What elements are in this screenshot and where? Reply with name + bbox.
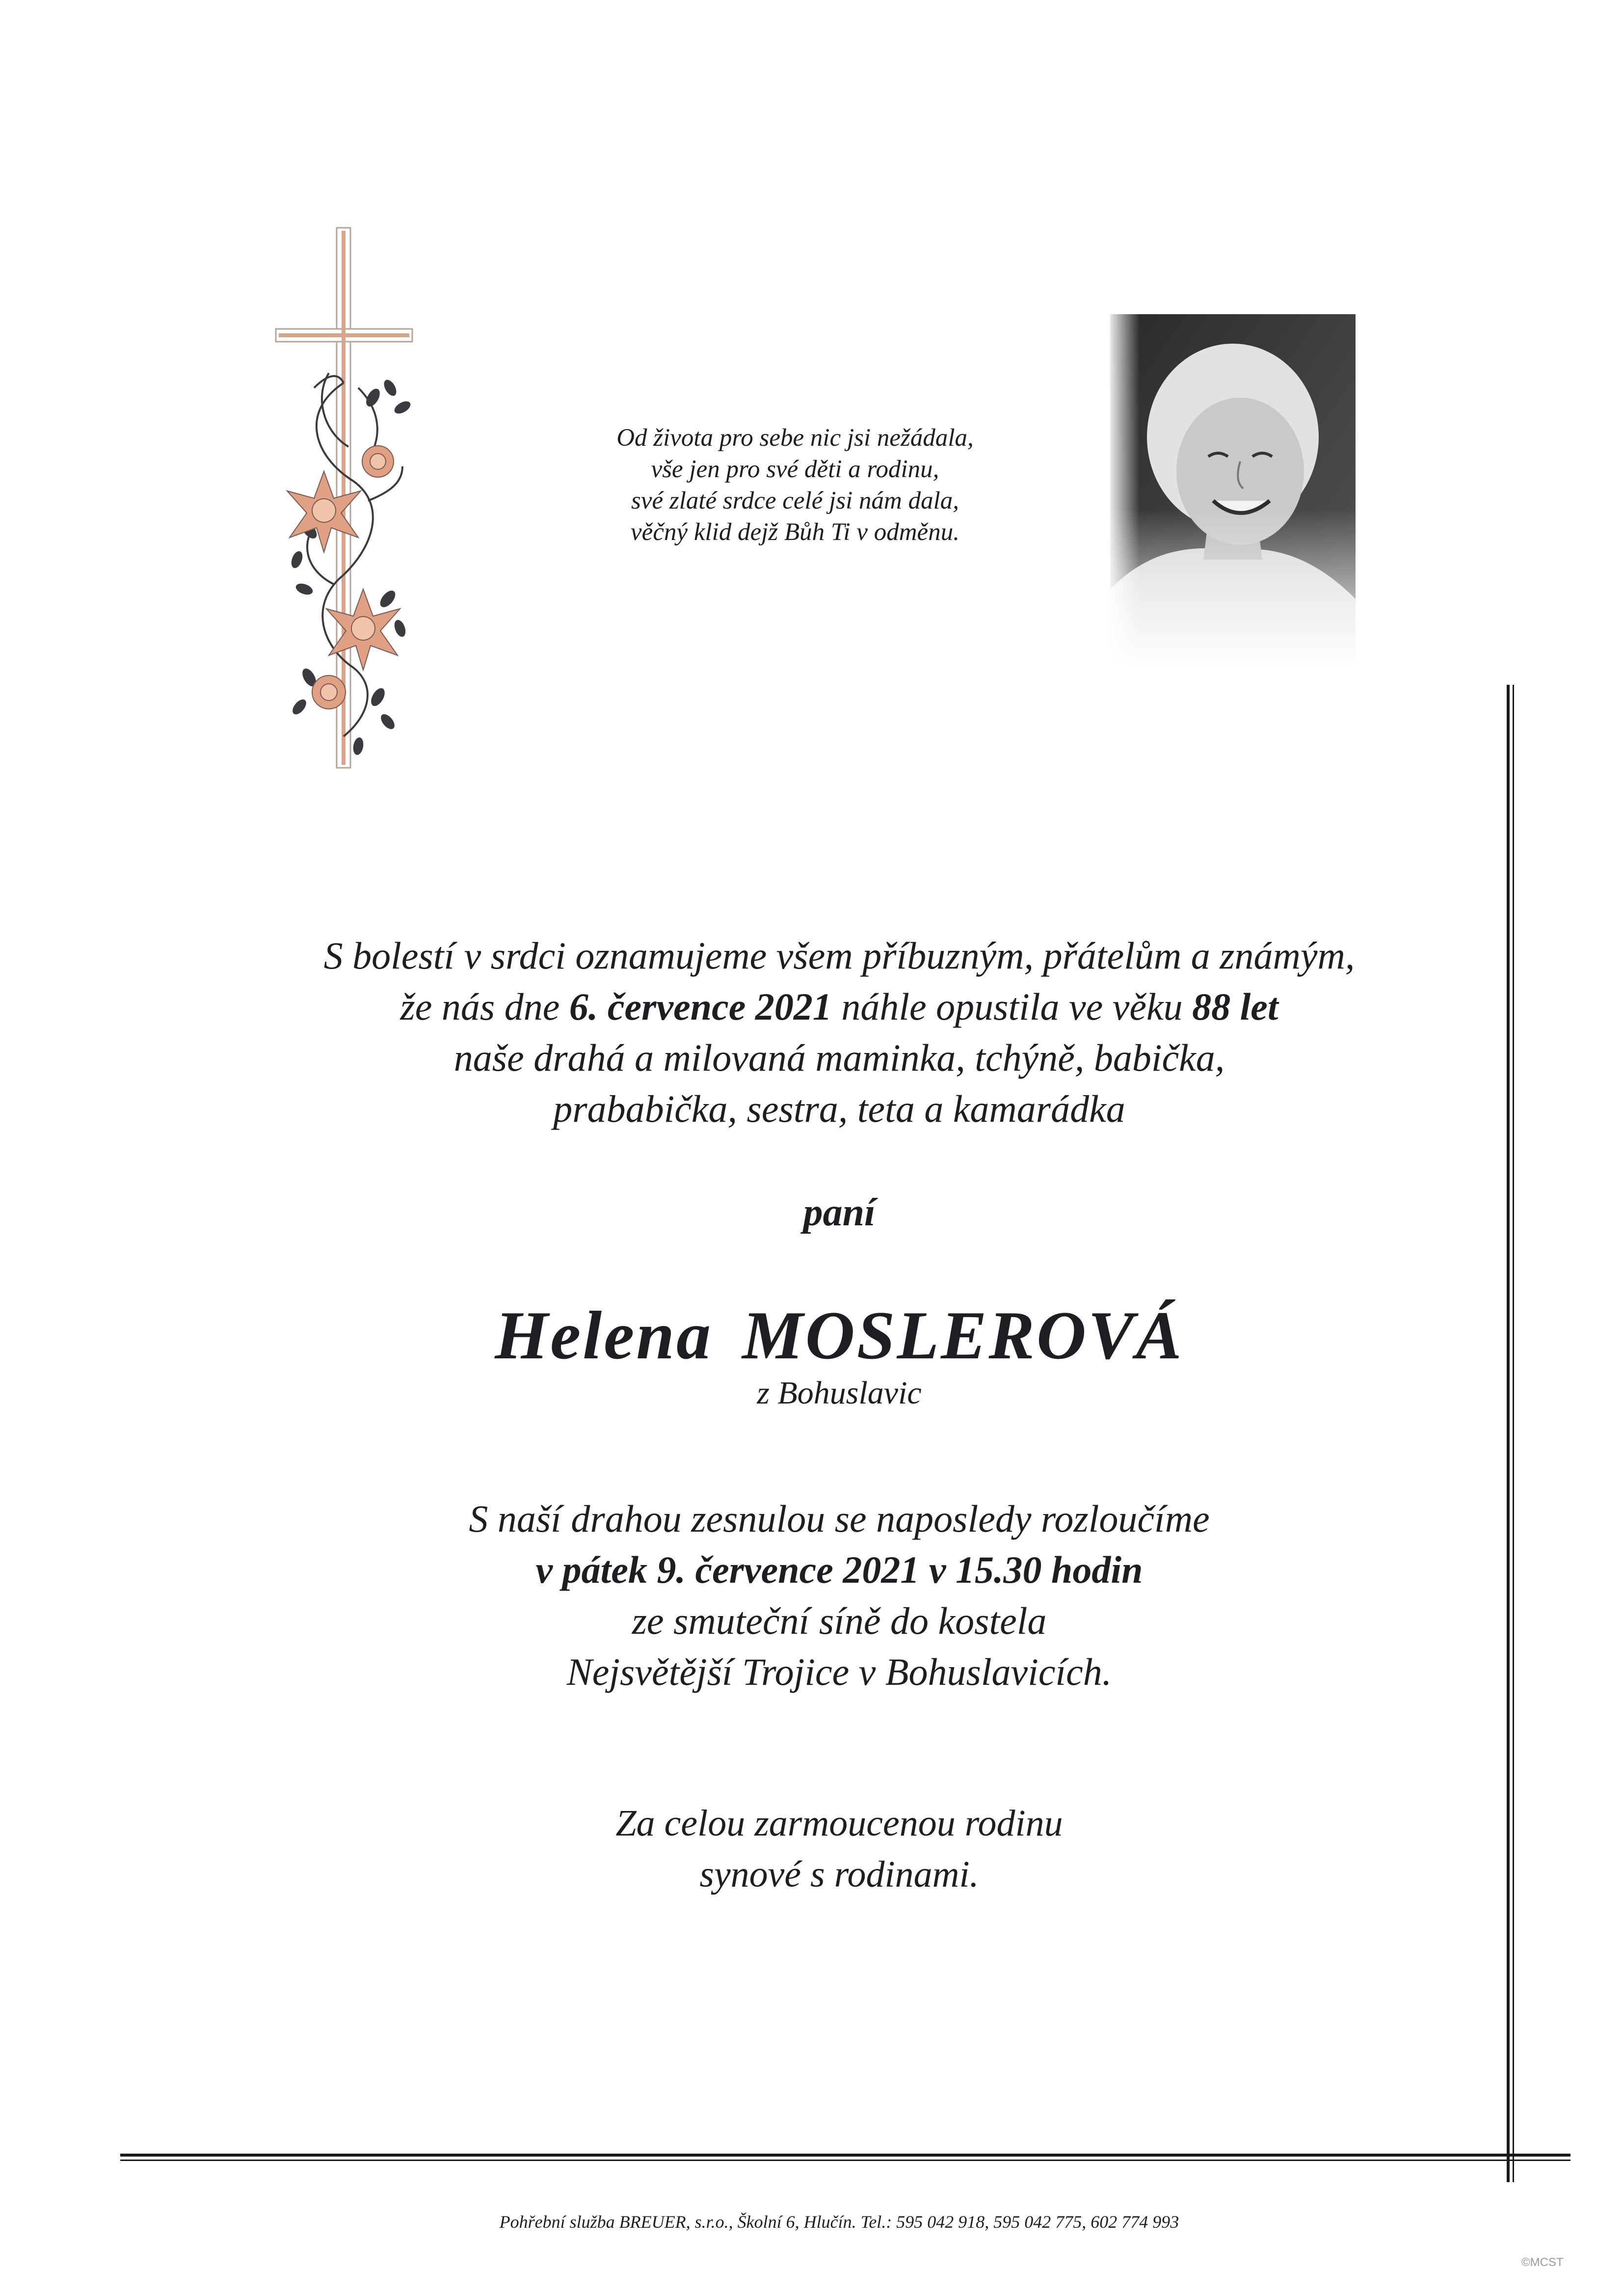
verse-line: Od života pro sebe nic jsi nežádala,: [616, 424, 974, 452]
announcement-text: náhle opustila ve věku: [831, 985, 1193, 1028]
farewell-line: Nejsvětější Trojice v Bohuslavicích.: [566, 1650, 1112, 1693]
announcement-line: naše drahá a milovaná maminka, tchýně, babička,: [453, 1036, 1225, 1079]
verse-line: vše jen pro své děti a rodinu,: [651, 456, 939, 483]
signature-line: Za celou zarmoucenou rodinu: [615, 1803, 1063, 1844]
signature-line: synové s rodinami.: [699, 1854, 979, 1895]
verse-line: své zlaté srdce celé jsi nám dala,: [631, 487, 959, 514]
last-name: MOSLEROVÁ: [742, 1297, 1184, 1374]
deceased-name: [147, 1296, 1531, 1375]
death-announcement: [147, 930, 1531, 1134]
border-rule-right: [1507, 685, 1510, 2182]
announcement-line: [147, 981, 1531, 1032]
funeral-datetime-text: v pátek 9. července 2021 v 15.30 hodin: [535, 1548, 1143, 1591]
announcement-text: že nás dne: [400, 985, 569, 1028]
memorial-verse: [535, 422, 1055, 548]
border-rule-bottom-thin: [120, 2160, 1570, 2161]
verse-line: věčný klid dejž Bůh Ti v odměnu.: [631, 518, 959, 546]
first-name: Helena: [495, 1297, 713, 1374]
farewell-line: S naší drahou zesnulou se naposledy rozloučíme: [469, 1497, 1210, 1540]
age: 88 let: [1192, 985, 1278, 1028]
family-signature: [147, 1798, 1531, 1900]
funeral-datetime: [147, 1544, 1531, 1595]
funeral-service-footer: Pohřební služba BREUER, s.r.o., Školní 6, Hlučín. Tel.: 595 042 918, 595 042 775, 602 774 993: [499, 2212, 1179, 2232]
portrait-photo: [1110, 314, 1356, 668]
date-of-death: 6. července 2021: [569, 985, 832, 1028]
border-rule-right-thin: [1513, 685, 1514, 2182]
corner-mark: ©MCST: [1521, 2256, 1564, 2269]
announcement-line: S bolestí v srdci oznamujeme všem příbuzným, přátelům a známým,: [323, 934, 1355, 977]
announcement-line: prababička, sestra, teta a kamarádka: [553, 1087, 1125, 1130]
honorific: paní: [803, 1191, 876, 1234]
funeral-details: [147, 1493, 1531, 1698]
border-rule-bottom: [120, 2154, 1570, 2157]
cross-with-flowers-icon: [255, 226, 432, 771]
deceased-origin: z Bohuslavic: [757, 1375, 922, 1411]
farewell-line: ze smuteční síně do kostela: [632, 1599, 1047, 1642]
